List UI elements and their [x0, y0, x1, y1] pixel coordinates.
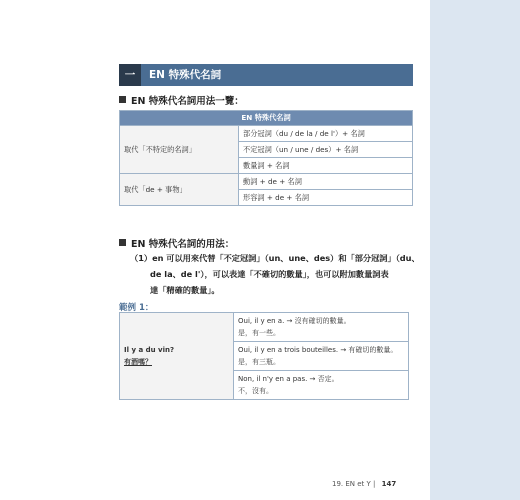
page-footer: 19. EN et Y | 147	[332, 480, 397, 488]
section-number: 一	[119, 64, 141, 86]
document-page	[92, 0, 430, 500]
point-1-line-3: 達「精確的數量」。	[150, 285, 220, 295]
table-cell: 數量詞 + 名詞	[239, 158, 413, 174]
square-bullet-icon	[119, 239, 126, 246]
example-table	[119, 312, 409, 400]
section-title: EN 特殊代名詞	[149, 69, 222, 81]
table-cell: 不定冠詞（un / une / des）+ 名詞	[239, 142, 413, 158]
table-group-label: 取代「de + 事物」	[120, 174, 239, 206]
page-number: 147	[381, 480, 397, 488]
heading-usage-overview: EN 特殊代名詞用法一覽：	[119, 93, 244, 107]
table-group-label: 取代「不特定的名詞」	[120, 126, 239, 174]
table-cell: 部分冠詞（du / de la / de l'）+ 名詞	[239, 126, 413, 142]
chapter-label: 19. EN et Y	[332, 480, 371, 488]
question-french: Il y a du vin?	[124, 346, 175, 354]
table-cell: 動詞 + de + 名詞	[239, 174, 413, 190]
en-usage-table	[119, 110, 413, 206]
section-title-bar	[119, 64, 413, 86]
example-answer: Oui, il y en a. → 沒有確切的數量。 是，有一些。	[234, 313, 409, 342]
point-1-line-1: （1）en 可以用來代替「不定冠詞」（un、une、des）和「部分冠詞」（du、	[130, 253, 420, 263]
example-label: 範例 1：	[119, 303, 154, 313]
example-answer: Non, il n'y en a pas. → 否定。 不，沒有。	[234, 371, 409, 400]
heading-usage: EN 特殊代名詞的用法：	[119, 236, 234, 250]
example-question	[120, 313, 234, 400]
side-panel	[430, 0, 520, 500]
table-header: EN 特殊代名詞	[120, 111, 413, 126]
question-chinese: 有酒嗎？	[124, 358, 152, 366]
point-1-line-2: de la、de l'），可以表達「不確切的數量」，也可以附加數量詞表	[150, 269, 389, 279]
table-cell: 形容詞 + de + 名詞	[239, 190, 413, 206]
example-answer: Oui, il y en a trois bouteilles. → 有確切的數量。 是，有三瓶。	[234, 342, 409, 371]
square-bullet-icon	[119, 96, 126, 103]
